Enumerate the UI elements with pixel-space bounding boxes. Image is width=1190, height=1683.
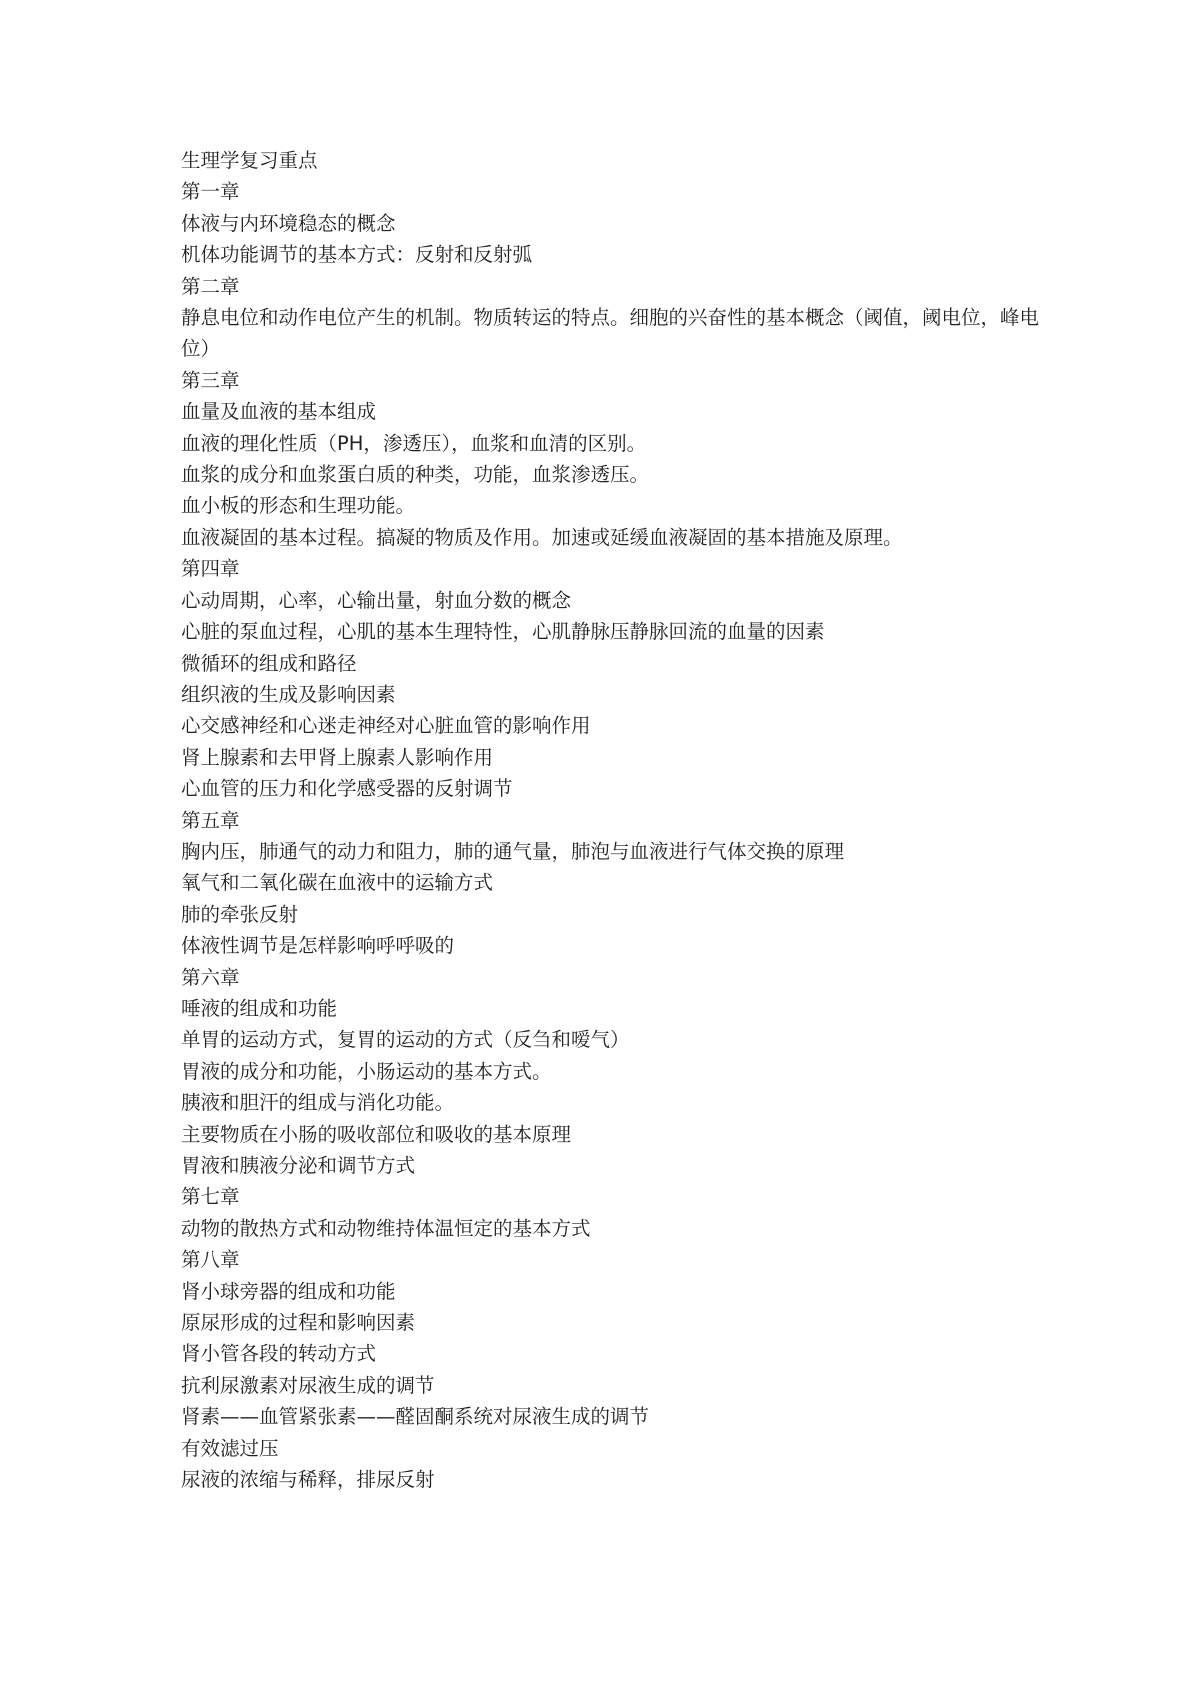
topic-line: 有效滤过压 [181,1436,279,1460]
topic-line: 肾小球旁器的组成和功能 [181,1279,396,1303]
topic-line: 肾素——血管紧张素——醛固酮系统对尿液生成的调节 [181,1405,650,1429]
topic-line: 组织液的生成及影响因素 [181,682,396,706]
topic-line: 肾上腺素和去甲肾上腺素人影响作用 [181,745,494,769]
topic-line: 微循环的组成和路径 [181,651,357,675]
topic-line: 血液的理化性质（PH，渗透压），血浆和血清的区别。 [181,431,647,455]
chapter-heading: 第五章 [181,808,240,832]
topic-line: 体液与内环境稳态的概念 [181,211,396,235]
topic-line: 尿液的浓缩与稀释，排尿反射 [181,1468,435,1492]
topic-line: 静息电位和动作电位产生的机制。物质转运的特点。细胞的兴奋性的基本概念（阈值，阈电位，峰电位） [181,306,1040,361]
topic-line: 主要物质在小肠的吸收部位和吸收的基本原理 [181,1122,572,1146]
topic-line: 氧气和二氧化碳在血液中的运输方式 [181,871,494,895]
topic-line: 胃液的成分和功能，小肠运动的基本方式。 [181,1059,552,1083]
chapter-heading: 第八章 [181,1248,240,1272]
topic-line: 动物的散热方式和动物维持体温恒定的基本方式 [181,1216,591,1240]
topic-line: 血小板的形态和生理功能。 [181,494,416,518]
topic-line: 原尿形成的过程和影响因素 [181,1311,416,1335]
topic-line: 心脏的泵血过程，心肌的基本生理特性，心肌静脉压静脉回流的血量的因素 [181,620,825,644]
topic-line: 胰液和胆汗的组成与消化功能。 [181,1091,455,1115]
chapter-heading: 第三章 [181,368,240,392]
document-title: 生理学复习重点 [181,149,318,172]
topic-line: 体液性调节是怎样影响呼呼吸的 [181,934,455,958]
topic-line: 心交感神经和心迷走神经对心脏血管的影响作用 [181,714,591,738]
topic-line: 心动周期，心率，心输出量，射血分数的概念 [181,588,572,612]
topic-line: 唾液的组成和功能 [181,996,338,1020]
topic-line: 胃液和胰液分泌和调节方式 [181,1154,416,1177]
topic-line: 胸内压，肺通气的动力和阻力，肺的通气量，肺泡与血液进行气体交换的原理 [181,839,845,863]
document-body [181,145,1041,1495]
topic-line: 血液凝固的基本过程。搞凝的物质及作用。加速或延缓血液凝固的基本措施及原理。 [181,525,903,549]
topic-line: 肾小管各段的转动方式 [181,1342,377,1366]
topic-line: 机体功能调节的基本方式：反射和反射弧 [181,243,533,267]
topic-line: 抗利尿激素对尿液生成的调节 [181,1373,435,1397]
topic-line: 血浆的成分和血浆蛋白质的种类，功能，血浆渗透压。 [181,463,650,487]
chapter-heading: 第一章 [181,180,240,204]
topic-line: 肺的牵张反射 [181,902,299,926]
topic-line: 单胃的运动方式，复胃的运动的方式（反刍和嗳气） [181,1028,630,1052]
chapter-heading: 第七章 [181,1185,240,1209]
topic-line: 心血管的压力和化学感受器的反射调节 [181,777,513,801]
chapter-heading: 第四章 [181,557,240,581]
chapter-heading: 第二章 [181,274,240,298]
chapter-heading: 第六章 [181,965,240,989]
topic-line: 血量及血液的基本组成 [181,400,377,424]
